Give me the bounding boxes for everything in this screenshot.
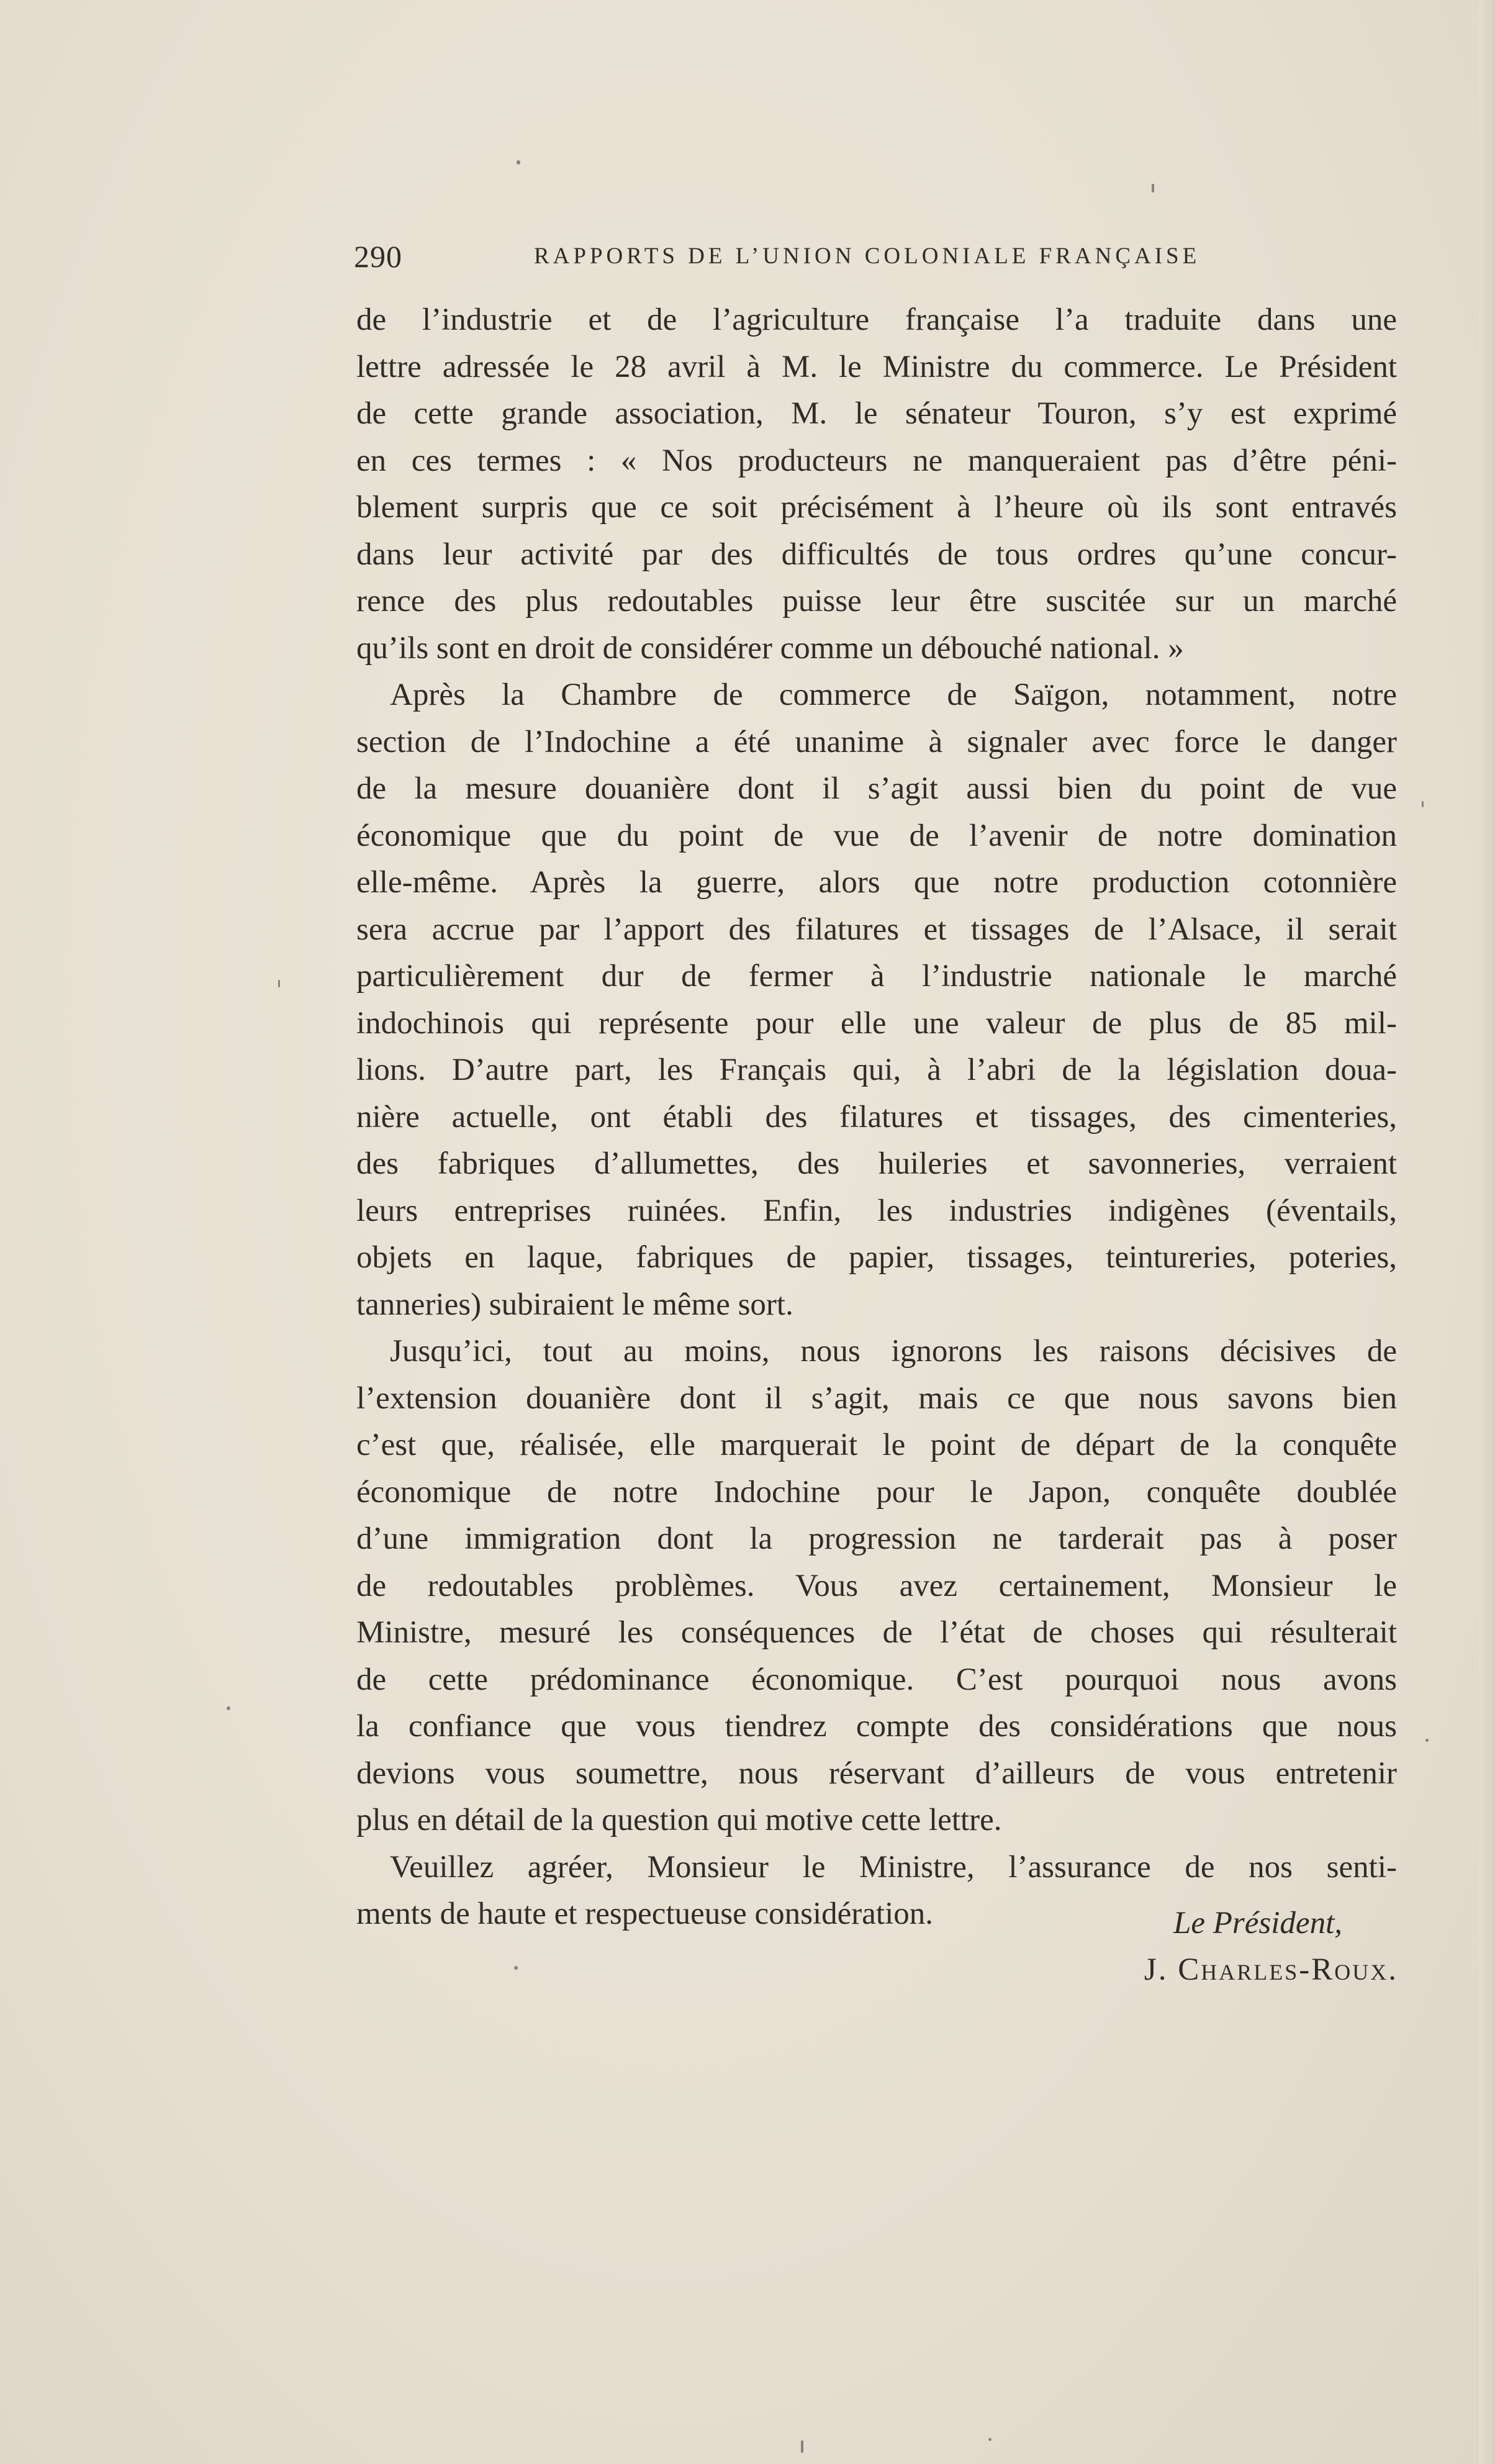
text-line: lettre adressée le 28 avril à M. le Ministre du commerce. Le Président	[356, 349, 1397, 384]
paper-speck	[1152, 184, 1154, 192]
text-line: rence des plus redoutables puisse leur être suscitée sur un marché	[356, 584, 1397, 618]
text-line: qu’ils sont en droit de considérer comme un débouché national. »	[356, 630, 1184, 666]
paper-speck	[278, 980, 280, 987]
text-line: blement surpris que ce soit précisément à l’heure où ils sont entravés	[356, 490, 1397, 525]
text-line: indochinois qui représente pour elle une valeur de plus de 85 mil-	[356, 1005, 1397, 1041]
text-line: Ministre, mesuré les conséquences de l’état de choses qui résulterait	[356, 1615, 1397, 1650]
text-line: d’une immigration dont la progression ne tarderait pas à poser	[356, 1521, 1397, 1556]
paper-speck	[801, 2440, 803, 2453]
paper-speck	[1425, 1739, 1429, 1742]
text-line: des fabriques d’allumettes, des huileries et savonneries, verraient	[356, 1146, 1397, 1181]
text-line: nière actuelle, ont établi des filatures et tissages, des cimenteries,	[356, 1099, 1397, 1135]
page-header	[354, 235, 1223, 278]
text-line: Jusqu’ici, tout au moins, nous ignorons les raisons décisives de	[390, 1334, 1397, 1369]
text-line: de l’industrie et de l’agriculture française l’a traduite dans une	[356, 302, 1397, 337]
text-line: c’est que, réalisée, elle marquerait le point de départ de la conquête	[356, 1428, 1397, 1462]
text-line: lions. D’autre part, les Français qui, à l’abri de la législation doua-	[356, 1053, 1397, 1087]
paper-speck	[517, 160, 520, 165]
text-line: plus en détail de la question qui motive cette lettre.	[356, 1803, 1002, 1837]
running-title: RAPPORTS DE L’UNION COLONIALE FRANÇAISE	[534, 243, 1201, 269]
text-line: section de l’Indochine a été unanime à signaler avec force le danger	[356, 724, 1397, 759]
text-line: de cette grande association, M. le sénateur Touron, s’y est exprimé	[356, 396, 1397, 431]
paper-speck	[514, 1966, 518, 1970]
text-line: ments de haute et respectueuse considération.	[356, 1896, 933, 1931]
signature-title: Le Président,	[1173, 1906, 1342, 1941]
text-line: économique de notre Indochine pour le Japon, conquête doublée	[356, 1474, 1397, 1510]
text-line: particulièrement dur de fermer à l’industrie nationale le marché	[356, 959, 1397, 994]
text-line: en ces termes : « Nos producteurs ne manqueraient pas d’être péni-	[356, 443, 1397, 478]
paper-speck	[1422, 801, 1424, 807]
text-line: de la mesure douanière dont il s’agit aussi bien du point de vue	[356, 771, 1397, 806]
text-line: de cette prédominance économique. C’est pourquoi nous avons	[356, 1662, 1397, 1697]
text-line: Veuillez agréer, Monsieur le Ministre, l’assurance de nos senti-	[390, 1849, 1397, 1885]
page-edge-shadow	[1479, 0, 1495, 2464]
text-line: tanneries) subiraient le même sort.	[356, 1287, 793, 1322]
text-line: Après la Chambre de commerce de Saïgon, notamment, notre	[390, 677, 1397, 712]
text-line: l’extension douanière dont il s’agit, mais ce que nous savons bien	[356, 1380, 1397, 1416]
signature-name: Charles-Roux.	[1178, 1952, 1398, 1987]
page-number: 290	[354, 239, 402, 274]
text-line: sera accrue par l’apport des filatures et tissages de l’Alsace, il serait	[356, 912, 1397, 947]
signature-block	[869, 1900, 1398, 1993]
paper-speck	[227, 1706, 230, 1710]
text-line: elle-même. Après la guerre, alors que notre production cotonnière	[356, 865, 1397, 900]
text-line: de redoutables problèmes. Vous avez certainement, Monsieur le	[356, 1568, 1397, 1603]
text-line: économique que du point de vue de l’avenir de notre domination	[356, 818, 1397, 853]
body-text	[356, 297, 1397, 1938]
text-line: la confiance que vous tiendrez compte des considérations que nous	[356, 1709, 1397, 1744]
text-line: leurs entreprises ruinées. Enfin, les industries indigènes (éventails,	[356, 1193, 1397, 1228]
paper-speck	[988, 2438, 991, 2441]
signature-name-line	[869, 1947, 1398, 1993]
text-line: dans leur activité par des difficultés de tous ordres qu’une concur-	[356, 537, 1397, 572]
signature-initial: J.	[1144, 1952, 1168, 1987]
text-line: objets en laque, fabriques de papier, tissages, teintureries, poteries,	[356, 1240, 1397, 1275]
text-line: devions vous soumettre, nous réservant d’ailleurs de vous entretenir	[356, 1755, 1397, 1791]
